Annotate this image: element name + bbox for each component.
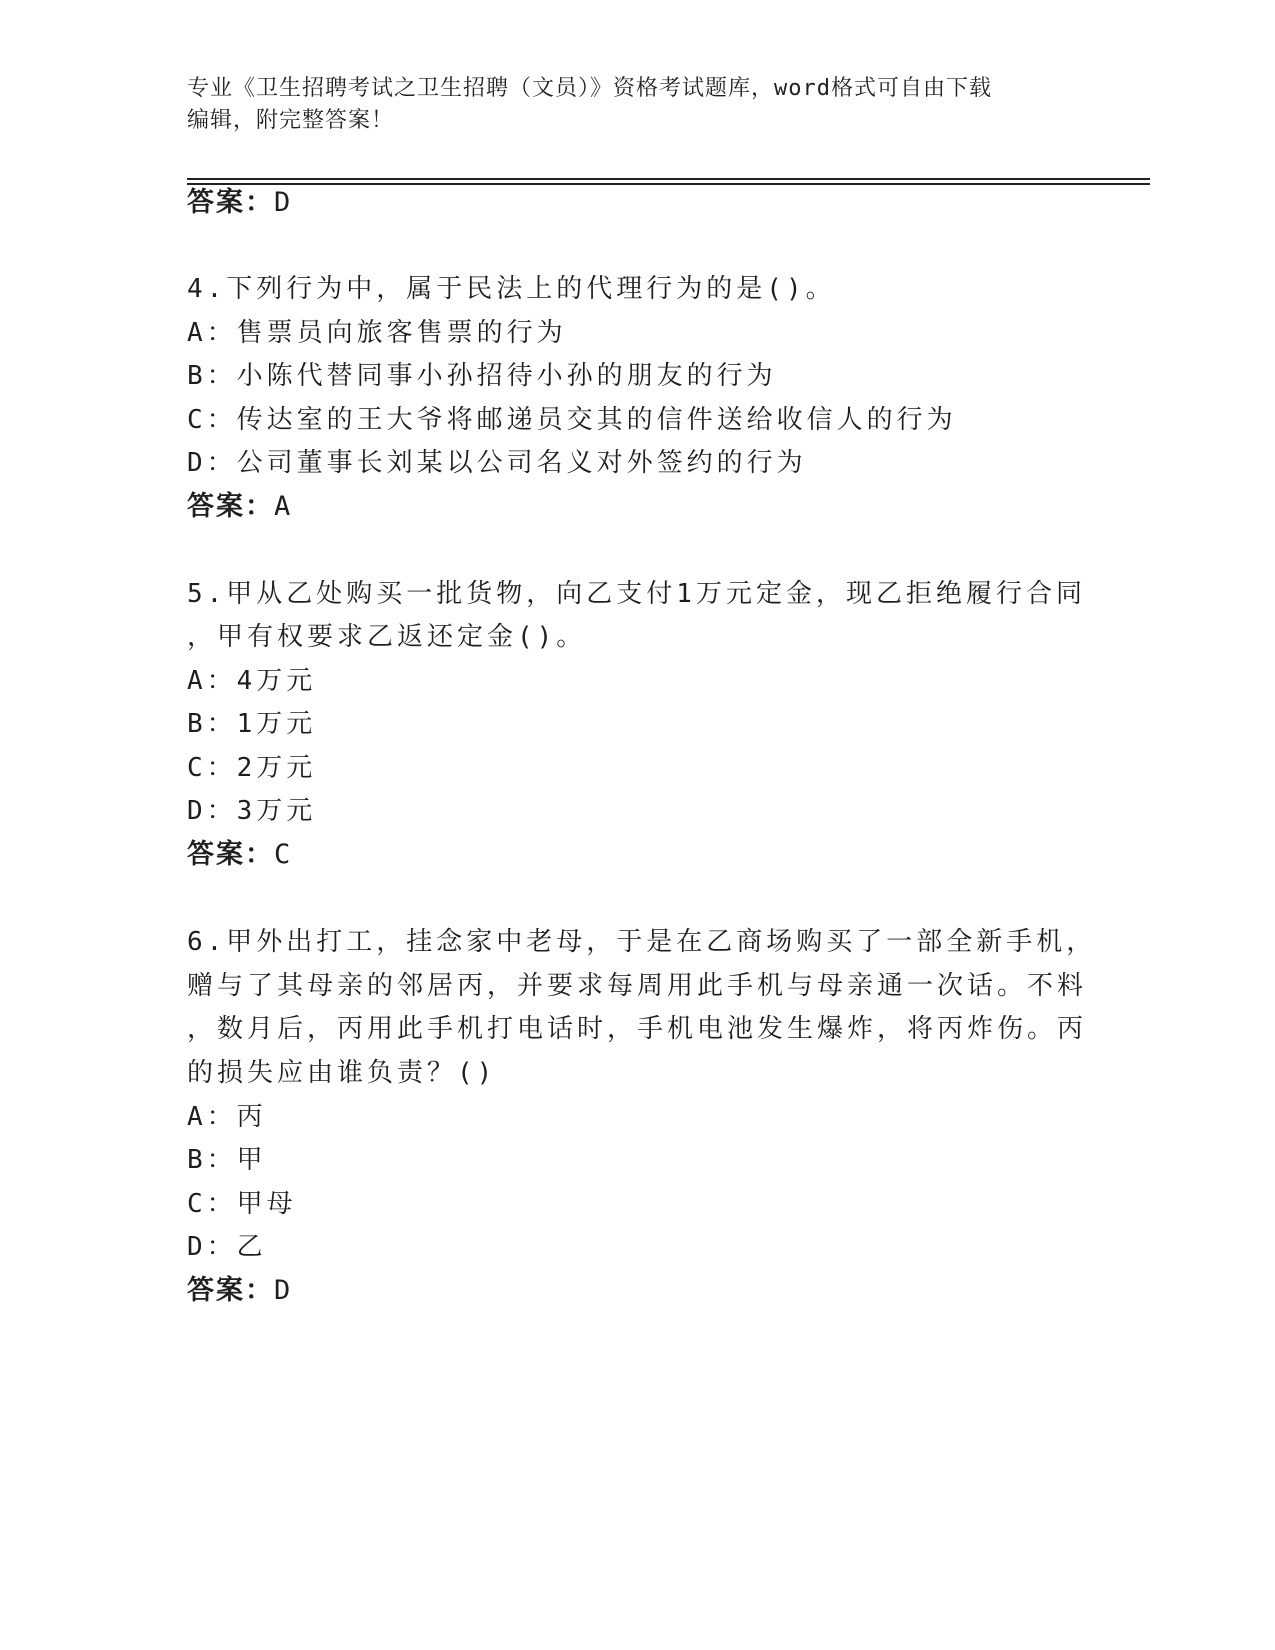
header-divider-bottom (187, 183, 1150, 185)
header-line-2: 编辑，附完整答案！ (187, 108, 395, 133)
answer-label: 答案： (187, 1275, 274, 1306)
option-b: B：1万元 (187, 709, 317, 739)
option-a: A：4万元 (187, 666, 317, 696)
option-a: A：丙 (187, 1102, 267, 1132)
answer-value: A (274, 491, 293, 522)
answer-line (187, 489, 292, 525)
option-c: C：传达室的王大爷将邮递员交其的信件送给收信人的行为 (187, 405, 957, 435)
answer-line (187, 837, 292, 873)
answer-label: 答案： (187, 491, 274, 522)
answer-label: 答案： (187, 839, 274, 870)
header-line-1: 专业《卫生招聘考试之卫生招聘（文员）》资格考试题库，word格式可自由下载 (187, 76, 992, 101)
answer-label: 答案： (187, 187, 274, 218)
option-d: D：3万元 (187, 796, 317, 826)
question-stem: 4.下列行为中，属于民法上的代理行为的是()。 (187, 274, 836, 304)
question-stem: 赠与了其母亲的邻居丙，并要求每周用此手机与母亲通一次话。不料 (187, 971, 1088, 1001)
question-stem: ，甲有权要求乙返还定金()。 (187, 622, 587, 652)
option-b: B：甲 (187, 1145, 267, 1175)
question-stem: ，数月后，丙用此手机打电话时，手机电池发生爆炸，将丙炸伤。丙 (187, 1014, 1088, 1044)
option-b: B：小陈代替同事小孙招待小孙的朋友的行为 (187, 361, 777, 391)
option-c: C：甲母 (187, 1189, 297, 1219)
answer-line (187, 185, 292, 221)
question-stem: 的损失应由谁负责？() (187, 1058, 497, 1088)
answer-value: D (274, 1275, 293, 1306)
option-d: D：乙 (187, 1232, 267, 1262)
option-c: C：2万元 (187, 753, 317, 783)
answer-value: C (274, 839, 293, 870)
document-header (187, 73, 1067, 137)
question-stem: 6.甲外出打工，挂念家中老母，于是在乙商场购买了一部全新手机， (187, 927, 1097, 957)
option-a: A：售票员向旅客售票的行为 (187, 318, 567, 348)
answer-value: D (274, 187, 293, 218)
question-stem: 5.甲从乙处购买一批货物，向乙支付1万元定金，现乙拒绝履行合同 (187, 579, 1086, 609)
option-d: D：公司董事长刘某以公司名义对外签约的行为 (187, 448, 807, 478)
answer-line (187, 1273, 292, 1309)
header-divider-top (187, 178, 1150, 180)
